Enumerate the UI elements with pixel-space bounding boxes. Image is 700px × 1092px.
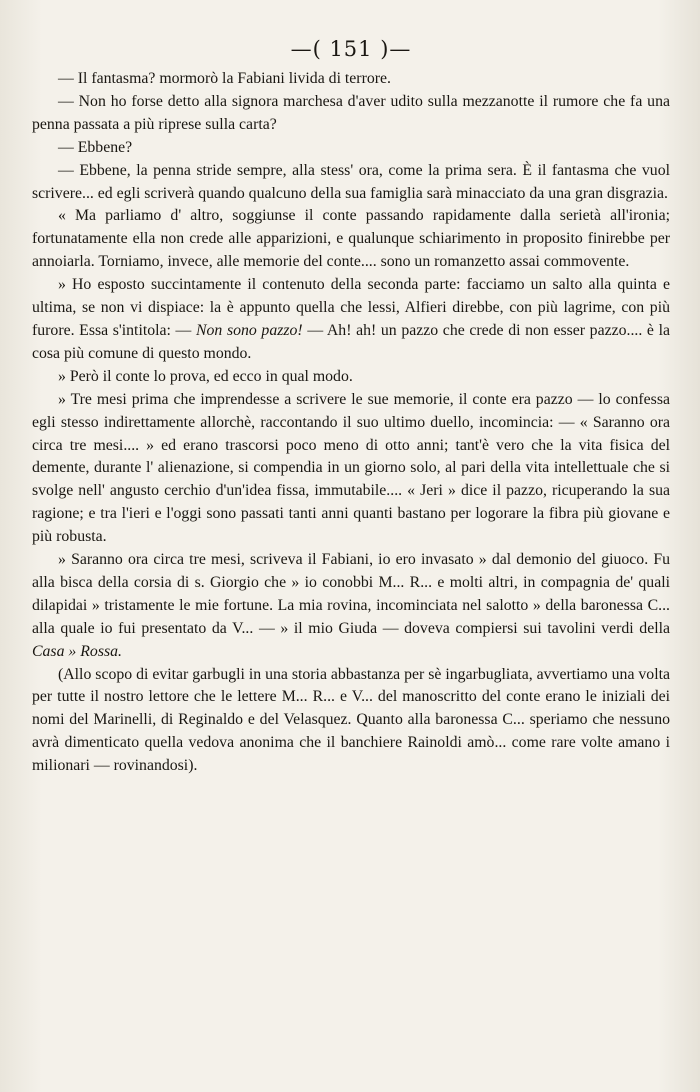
paragraph: « Ma parliamo d' altro, soggiunse il conte passando rapidamente dalla serietà all'ironia; fortunatamente ella non crede alle apparizioni, e qualunque schiarimento in proposito finirebbe per annoiarla. Torniamo, invece, alle memorie del conte.... sono un romanzetto assai commovente.: [32, 207, 670, 271]
page-number: —( 151 )—: [290, 37, 412, 61]
paragraph: — Non ho forse detto alla signora marchesa d'aver udito sulla mezzanotte il rumore che fa una penna passata a più riprese sulla carta?: [32, 92, 670, 133]
paragraph: — Ebbene, la penna stride sempre, alla stess' ora, come la prima sera. È il fantasma che vuol scrivere... ed egli scriverà quando qualcuno della sua famiglia sarà minacciato da una gran disgrazia.: [32, 161, 670, 202]
paragraph: » Però il conte lo prova, ed ecco in qual modo.: [58, 367, 353, 385]
paragraph: » Tre mesi prima che imprendesse a scrivere le sue memorie, il conte era pazzo — lo confessa egli stesso indirettamente allorchè, raccontando il suo ultimo duello, incomincia: — « Saranno ora circa tre mesi.... » ed erano trascorsi poco meno di otto anni; tant'è vero che la vita fisica del demente, durante l' alienazione, si compendia in un giorno solo, al pari della vita intellettuale che si svolge nell' angusto cerchio d'un'idea fissa, immutabile.... « Jeri » dice il pazzo, ricuperando la sua ragione; e tra l'ieri e l'oggi sono passati tanti anni quanti bastano per logorare la fibra più giovane e più robusta.: [32, 390, 670, 546]
paragraph: » Saranno ora circa tre mesi, scriveva il Fabiani, io ero invasato » dal demonio del giuoco. Fu alla bisca della corsia di s. Giorgio che » io conobbi M... R... e molti altri, in compagnia de' quali dilapidai » tristamente le mie fortune. La mia rovina, incominciata nel salotto » della baronessa C... alla quale io fui presentato da V... — » il mio Giuda — doveva compiersi sui tavolini verdi della Casa » Rossa.: [32, 551, 670, 660]
italic-name: Casa » Rossa.: [32, 642, 122, 660]
paragraph: (Allo scopo di evitar garbugli in una storia abbastanza per sè ingarbugliata, avvertiamo una volta per tutte il nostro lettore che le lettere M... R... e V... del manoscritto del conte erano le iniziali dei nomi del Marinelli, di Reginaldo e del Velasquez. Quanto alla baronessa C... speriamo che nessuno avrà dimenticato quella vedova anonima che il banchiere Rainoldi amò... come rare volte amano i milionari — rovinandosi).: [32, 665, 670, 775]
paragraph: » Ho esposto succintamente il contenuto della seconda parte: facciamo un salto alla quinta e ultima, se non vi dispiace: la è appunto quella che lessi, Alfieri direbbe, con più lagrime, con più furore. Essa s'intitola: — Non sono pazzo! — Ah! ah! un pazzo che crede di non esser pazzo.... è la cosa più comune di questo mondo.: [32, 276, 670, 362]
italic-title: Non sono pazzo!: [195, 321, 303, 339]
paragraph: — Ebbene?: [58, 138, 133, 156]
paragraph: — Il fantasma? mormorò la Fabiani livida di terrore.: [58, 70, 391, 87]
